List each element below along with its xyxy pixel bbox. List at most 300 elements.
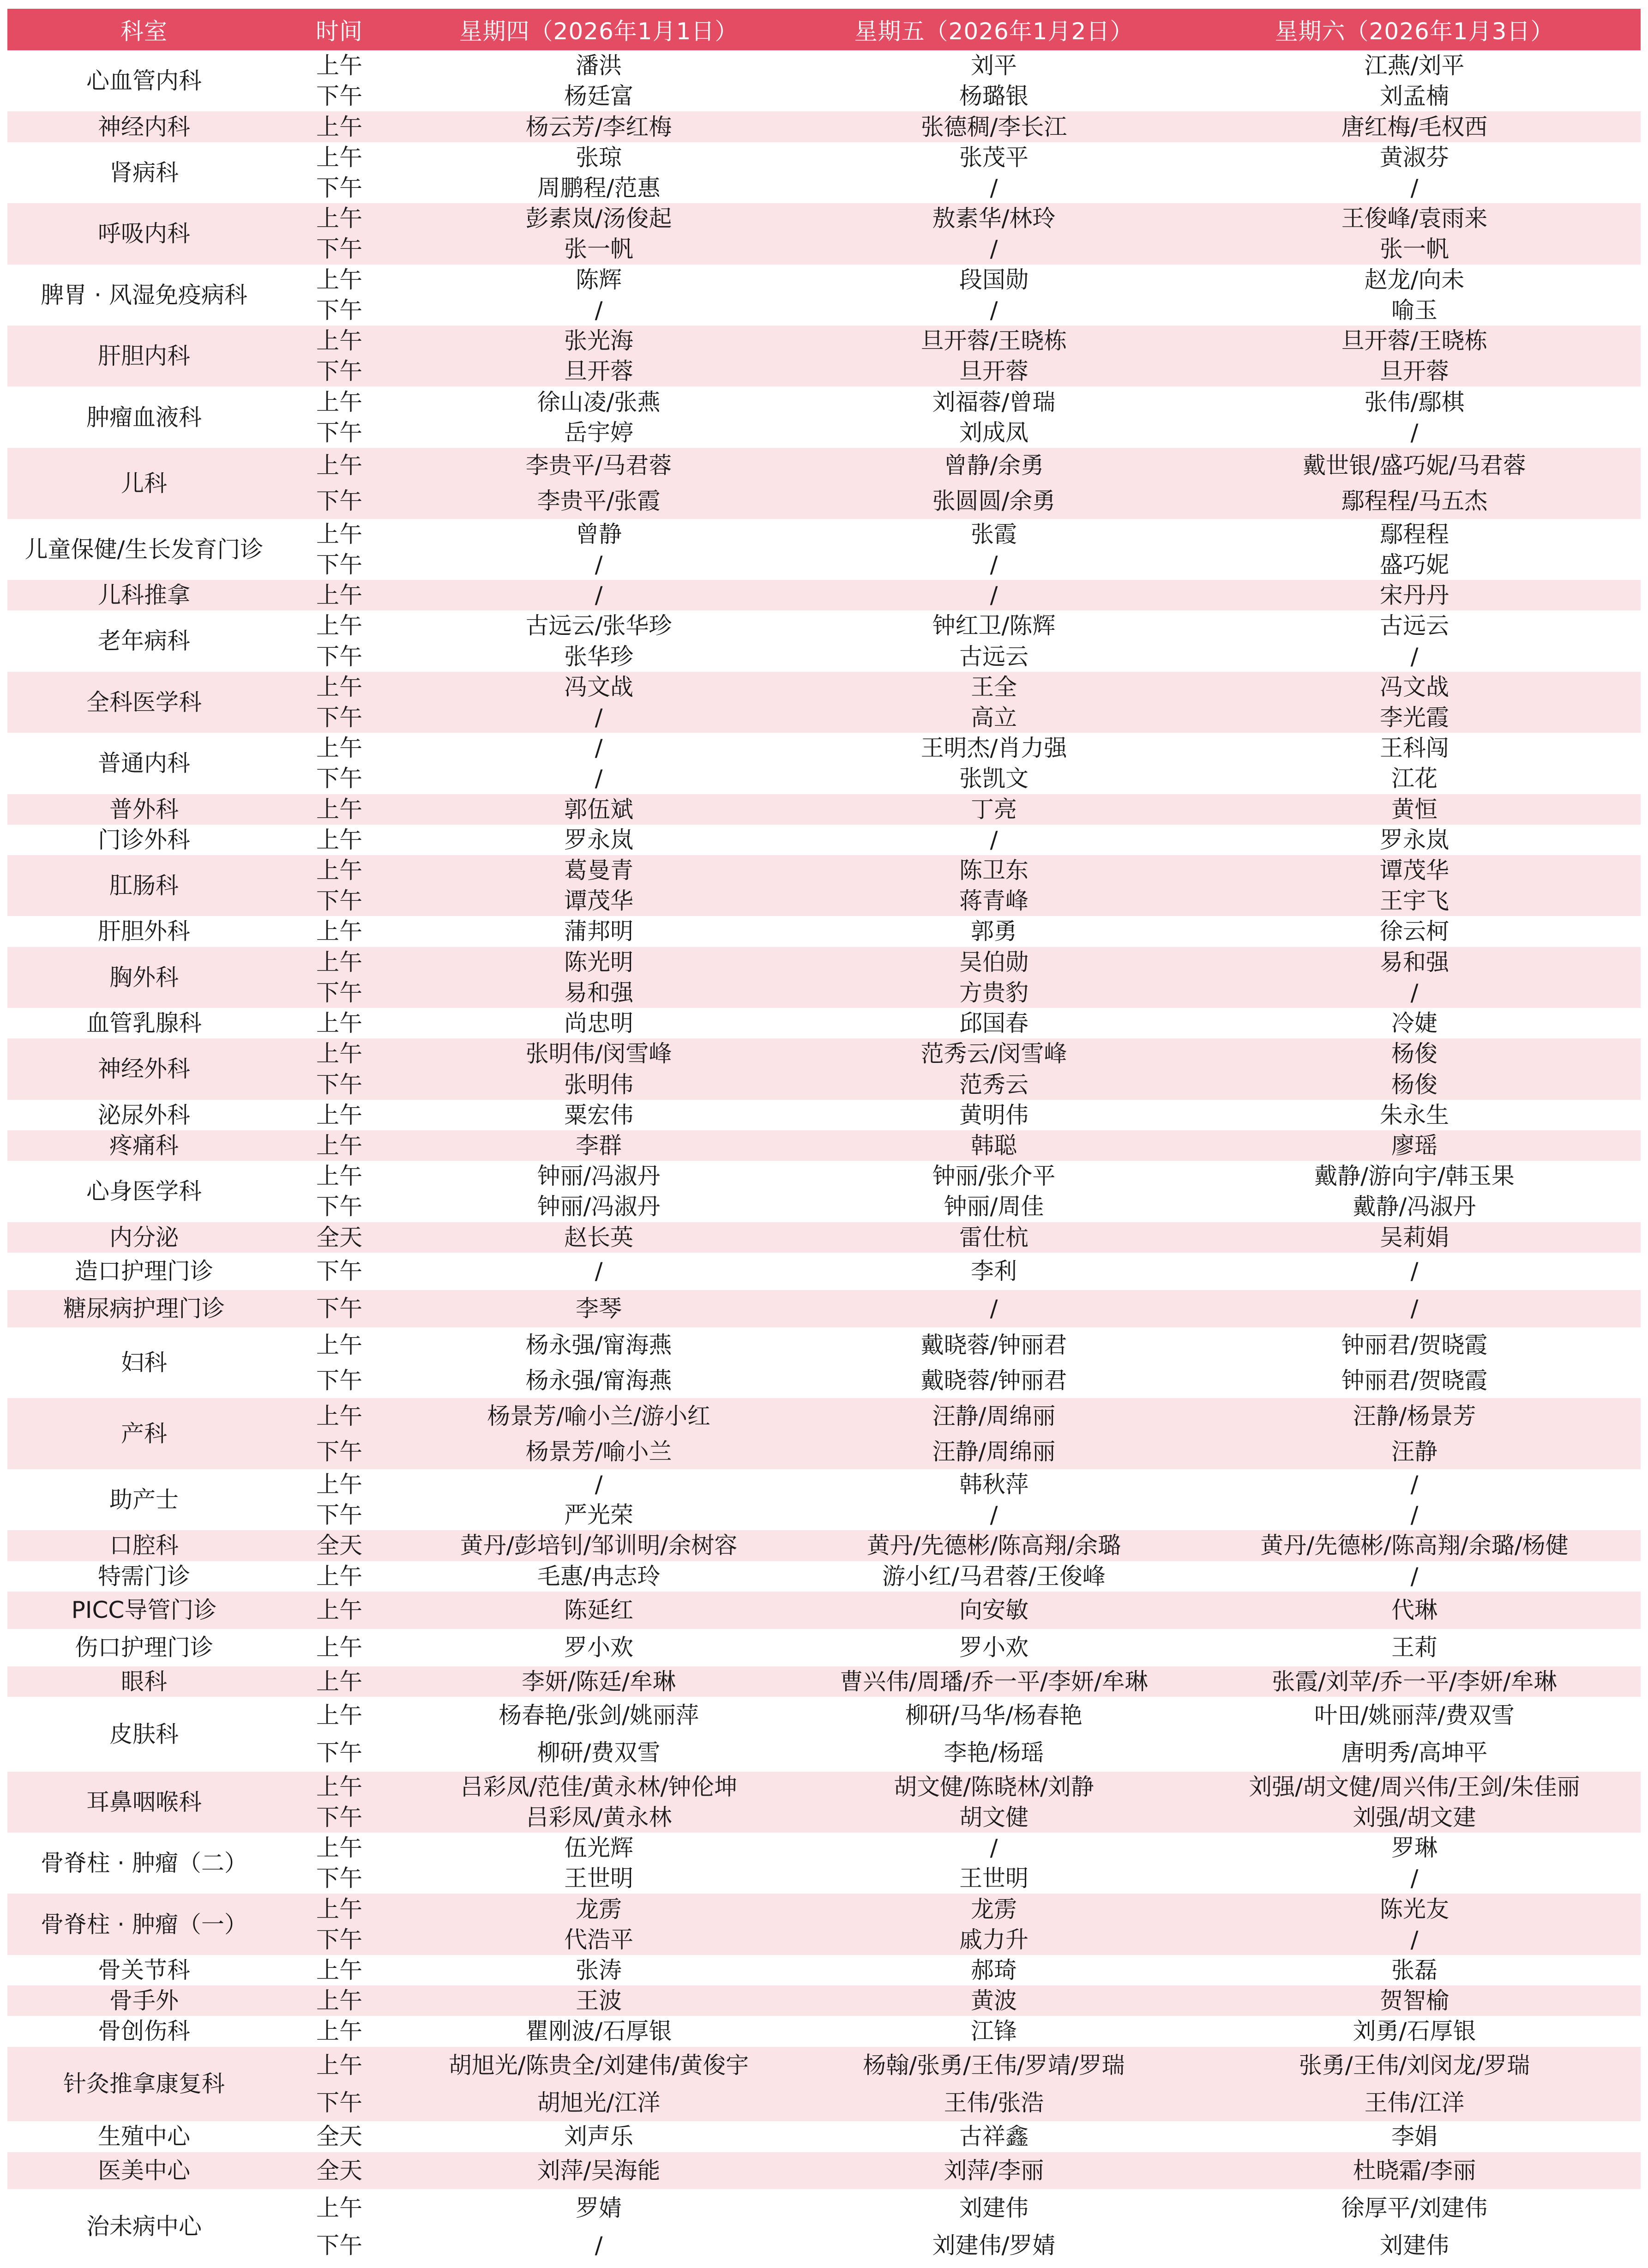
doctor-cell: 杨廷富	[564, 83, 633, 110]
doctor-cell: 葛曼青	[398, 855, 800, 886]
doctor-cell: 刘孟楠	[1380, 83, 1449, 110]
doctor-cell: 曾静/余勇	[800, 448, 1188, 483]
header-day-fri: 星期五（2026年1月2日）	[800, 9, 1188, 50]
session-time: 下午	[281, 1924, 398, 1955]
session-time: 上午	[316, 1163, 362, 1190]
doctor-cell: 旦开蓉	[800, 356, 1188, 386]
department-name: 针灸推拿康复科	[7, 2047, 281, 2122]
doctor-cell: 郭勇	[971, 918, 1017, 945]
doctor-cell: /	[1410, 419, 1419, 446]
table-row	[7, 1130, 1641, 1161]
doctor-cell: /	[595, 765, 603, 792]
doctor-cell: 王世明	[959, 1865, 1028, 1892]
doctor-cell: 宋丹丹	[1188, 580, 1641, 610]
doctor-cell: 李光霞	[1188, 702, 1641, 733]
session-time: 下午	[281, 356, 398, 386]
doctor-cell: 戴静/冯淑丹	[1353, 1193, 1476, 1220]
table-row	[7, 1222, 1641, 1253]
session-time: 上午	[316, 1471, 362, 1498]
table-row	[7, 1008, 1641, 1038]
doctor-cell: 张明伟/闵雪峰	[398, 1038, 800, 1069]
doctor-cell: 吕彩凤/黄永林	[398, 1802, 800, 1833]
header-time: 时间	[281, 9, 398, 50]
table-row	[7, 1038, 1641, 1069]
doctor-cell: 汪静/杨景芳	[1188, 1398, 1641, 1434]
session-time: 上午	[281, 580, 398, 610]
session-time: 上午	[281, 203, 398, 234]
table-row	[7, 1592, 1641, 1629]
doctor-cell: /	[1410, 1865, 1419, 1892]
department-name: 儿科推拿	[7, 580, 281, 610]
doctor-cell: /	[990, 551, 998, 578]
department-name: 肝胆内科	[7, 326, 281, 386]
doctor-cell: /	[1188, 1290, 1641, 1327]
table-row	[7, 2047, 1641, 2084]
doctor-cell: /	[595, 735, 603, 762]
session-time: 下午	[316, 1258, 362, 1285]
doctor-cell: 叶田/姚丽萍/费双雪	[1314, 1702, 1515, 1729]
doctor-cell: 汪静/周绵丽	[800, 1398, 1188, 1434]
doctor-cell: 刘声乐	[564, 2123, 633, 2150]
doctor-cell: 戚力升	[800, 1924, 1188, 1955]
doctor-cell: 戴晓蓉/钟丽君	[920, 1331, 1067, 1358]
table-row	[7, 1561, 1641, 1592]
doctor-cell: 徐山凌/张燕	[537, 388, 661, 416]
session-time: 上午	[281, 1666, 398, 1697]
doctor-cell: 朱永生	[1380, 1101, 1449, 1128]
doctor-cell: 古远云	[959, 643, 1028, 670]
department-name: 医美中心	[7, 2152, 281, 2190]
doctor-cell: 钟丽君/贺晓霞	[1341, 1367, 1488, 1394]
department-name: 儿童保健/生长发育门诊	[24, 536, 264, 563]
doctor-cell: 伍光辉	[564, 1834, 633, 1862]
doctor-cell: 刘福蓉/曾瑞	[932, 388, 1056, 416]
table-row	[7, 1253, 1641, 1290]
session-time: 上午	[281, 1772, 398, 1802]
doctor-cell: 张凯文	[959, 765, 1028, 792]
department-name: 特需门诊	[98, 1562, 190, 1590]
doctor-cell: 严光荣	[564, 1502, 633, 1529]
doctor-cell: 龙雳	[398, 1894, 800, 1924]
table-row	[7, 203, 1641, 234]
session-time: 上午	[316, 1331, 362, 1358]
session-time: 下午	[316, 1193, 362, 1220]
doctor-cell: 蒲邦明	[564, 918, 633, 945]
schedule-table	[7, 9, 1641, 2264]
doctor-cell: 易和强	[398, 977, 800, 1008]
department-name: 耳鼻咽喉科	[7, 1772, 281, 1833]
table-row	[7, 2121, 1641, 2152]
doctor-cell: 黄丹/彭培钊/邹训明/余树容	[398, 1530, 800, 1561]
doctor-cell: 张明伟	[398, 1069, 800, 1099]
session-time: 下午	[316, 1865, 362, 1892]
session-time: 上午	[316, 2194, 362, 2221]
doctor-cell: 李利	[971, 1258, 1017, 1285]
session-time: 上午	[316, 1101, 362, 1128]
doctor-cell: /	[1410, 643, 1419, 670]
doctor-cell: 王全	[800, 672, 1188, 702]
session-time: 上午	[316, 1834, 362, 1862]
table-row	[7, 1772, 1641, 1802]
department-name: PICC导管门诊	[7, 1592, 281, 1629]
department-name: 全科医学科	[7, 672, 281, 733]
doctor-cell: 郝琦	[971, 1957, 1017, 1984]
doctor-cell: 胡文健/陈晓林/刘静	[800, 1772, 1188, 1802]
department-name: 骨关节科	[98, 1957, 190, 1984]
session-time: 下午	[281, 1802, 398, 1833]
session-time: 上午	[281, 1130, 398, 1161]
session-time: 上午	[316, 1010, 362, 1037]
department-name: 骨手外	[7, 1985, 281, 2016]
doctor-cell: 罗永岚	[1380, 826, 1449, 853]
department-name: 门诊外科	[98, 826, 190, 853]
doctor-cell: 张伟/鄢棋	[1364, 388, 1465, 416]
department-name: 治未病中心	[86, 2213, 202, 2240]
table-row	[7, 2189, 1641, 2226]
doctor-cell: 钟丽君/贺晓霞	[1341, 1331, 1488, 1358]
doctor-cell: 刘成凤	[959, 419, 1028, 446]
table-row	[7, 1100, 1641, 1130]
department-name: 普外科	[7, 794, 281, 825]
doctor-cell: 罗琳	[1391, 1834, 1437, 1862]
doctor-cell: /	[595, 296, 603, 324]
doctor-cell: 古祥鑫	[959, 2123, 1028, 2150]
table-row	[7, 1327, 1641, 1363]
table-row	[7, 855, 1641, 886]
session-time: 下午	[281, 1434, 398, 1469]
doctor-cell: 古远云	[1380, 612, 1449, 639]
doctor-cell: /	[990, 826, 998, 853]
department-name: 骨脊柱 · 肿瘤（一）	[7, 1894, 281, 1954]
doctor-cell: 张涛	[576, 1957, 622, 1984]
doctor-cell: 刘强/胡文建	[1188, 1802, 1641, 1833]
doctor-cell: 戴世银/盛巧妮/马君蓉	[1188, 448, 1641, 483]
department-name: 心身医学科	[86, 1178, 202, 1205]
doctor-cell: 吴伯勋	[800, 947, 1188, 977]
session-time: 上午	[281, 672, 398, 702]
table-row	[7, 580, 1641, 610]
doctor-cell: /	[990, 1502, 998, 1529]
doctor-cell: 陈卫东	[800, 855, 1188, 886]
doctor-cell: /	[800, 580, 1188, 610]
doctor-cell: 敖素华/林玲	[800, 203, 1188, 234]
doctor-cell: 李娟	[1391, 2123, 1437, 2150]
department-name: 神经外科	[7, 1038, 281, 1099]
session-time: 下午	[316, 2232, 362, 2259]
doctor-cell: 钟丽/张介平	[932, 1163, 1056, 1190]
doctor-cell: 陈光友	[1188, 1894, 1641, 1924]
doctor-cell: 胡文健	[800, 1802, 1188, 1833]
doctor-cell: 尚忠明	[564, 1010, 633, 1037]
session-time: 上午	[281, 1985, 398, 2016]
doctor-cell: 旦开蓉	[1188, 356, 1641, 386]
doctor-cell: 毛惠/冉志玲	[537, 1562, 661, 1590]
doctor-cell: 李贵平/马君蓉	[398, 448, 800, 483]
doctor-cell: 江花	[1391, 765, 1437, 792]
table-row	[7, 1985, 1641, 2016]
table-row	[7, 672, 1641, 702]
doctor-cell: 代琳	[1188, 1592, 1641, 1629]
department-name: 骨脊柱 · 肿瘤（二）	[41, 1850, 247, 1877]
session-time: 下午	[281, 1290, 398, 1327]
table-row	[7, 111, 1641, 142]
doctor-cell: 高立	[800, 702, 1188, 733]
session-time: 下午	[281, 886, 398, 916]
header-dept: 科室	[7, 9, 281, 50]
doctor-cell: 刘勇/石厚银	[1353, 2018, 1476, 2045]
session-time: 下午	[316, 551, 362, 578]
doctor-cell: 李琴	[398, 1290, 800, 1327]
table-row	[7, 50, 1641, 81]
doctor-cell: 赵长英	[398, 1222, 800, 1253]
doctor-cell: 黄丹/先德彬/陈高翔/余璐/杨健	[1188, 1530, 1641, 1561]
department-name: 泌尿外科	[98, 1101, 190, 1128]
doctor-cell: 范秀云/闵雪峰	[800, 1038, 1188, 1069]
doctor-cell: 吕彩凤/范佳/黄永林/钟伦坤	[398, 1772, 800, 1802]
department-name: 眼科	[7, 1666, 281, 1697]
table-row	[7, 1161, 1641, 1191]
session-time: 上午	[316, 52, 362, 79]
table-row	[7, 386, 1641, 417]
doctor-cell: 杨翰/张勇/王伟/罗靖/罗瑞	[800, 2047, 1188, 2084]
session-time: 全天	[281, 1222, 398, 1253]
department-name: 心血管内科	[86, 67, 202, 95]
doctor-cell: 张一帆	[1188, 234, 1641, 264]
session-time: 上午	[281, 326, 398, 356]
session-time: 上午	[281, 855, 398, 886]
doctor-cell: 向安敏	[800, 1592, 1188, 1629]
doctor-cell: 丁亮	[800, 794, 1188, 825]
doctor-cell: /	[800, 1290, 1188, 1327]
department-name: 肝胆外科	[98, 918, 190, 945]
doctor-cell: 赵龙/向未	[1364, 266, 1465, 293]
doctor-cell: 刘建伟	[1380, 2232, 1449, 2259]
session-time: 上午	[316, 520, 362, 548]
doctor-cell: 易和强	[1188, 947, 1641, 977]
schedule-body	[7, 50, 1641, 2264]
doctor-cell: 陈光明	[398, 947, 800, 977]
doctor-cell: 李群	[398, 1130, 800, 1161]
doctor-cell: 徐云柯	[1380, 918, 1449, 945]
session-time: 下午	[316, 296, 362, 324]
session-time: 上午	[316, 1957, 362, 1984]
doctor-cell: 岳宇婷	[564, 419, 633, 446]
doctor-cell: 韩聪	[800, 1130, 1188, 1161]
doctor-cell: 唐明秀/高坤平	[1341, 1739, 1488, 1767]
doctor-cell: 粟宏伟	[564, 1101, 633, 1128]
session-time: 下午	[281, 483, 398, 519]
table-row	[7, 1955, 1641, 1985]
doctor-cell: /	[398, 702, 800, 733]
doctor-cell: 方贵豹	[800, 977, 1188, 1008]
session-time: 上午	[316, 388, 362, 416]
doctor-cell: 刘平	[971, 52, 1017, 79]
doctor-cell: /	[1410, 1471, 1419, 1498]
doctor-cell: 陈辉	[576, 266, 622, 293]
doctor-cell: 王波	[398, 1985, 800, 2016]
doctor-cell: 张磊	[1391, 1957, 1437, 1984]
header-row	[7, 9, 1641, 50]
doctor-cell: /	[398, 580, 800, 610]
department-name: 口腔科	[7, 1530, 281, 1561]
department-name: 老年病科	[98, 627, 190, 655]
doctor-cell: /	[595, 1471, 603, 1498]
department-name: 生殖中心	[98, 2123, 190, 2150]
doctor-cell: 戴静/游向宇/韩玉果	[1314, 1163, 1515, 1190]
session-time: 上午	[281, 1038, 398, 1069]
doctor-cell: 张霞/刘苹/乔一平/李妍/牟琳	[1188, 1666, 1641, 1697]
doctor-cell: 刘萍/李丽	[800, 2152, 1188, 2190]
doctor-cell: 徐厚平/刘建伟	[1341, 2194, 1488, 2221]
doctor-cell: /	[800, 234, 1188, 264]
session-time: 上午	[316, 266, 362, 293]
session-time: 下午	[281, 234, 398, 264]
doctor-cell: 江锋	[971, 2018, 1017, 2045]
session-time: 全天	[281, 2152, 398, 2190]
session-time: 下午	[281, 2084, 398, 2121]
doctor-cell: 江燕/刘平	[1364, 52, 1465, 79]
doctor-cell: 段国勋	[959, 266, 1028, 293]
session-time: 下午	[316, 1367, 362, 1394]
session-time: 下午	[316, 83, 362, 110]
doctor-cell: /	[595, 551, 603, 578]
doctor-cell: /	[1188, 1924, 1641, 1955]
doctor-cell: 谭茂华	[1188, 855, 1641, 886]
doctor-cell: 杨春艳/张剑/姚丽萍	[499, 1702, 699, 1729]
doctor-cell: 钟丽/冯淑丹	[537, 1193, 661, 1220]
doctor-cell: /	[1410, 1258, 1419, 1285]
department-name: 肾病科	[109, 159, 179, 186]
doctor-cell: 杨景芳/喻小兰/游小红	[398, 1398, 800, 1434]
doctor-cell: 张勇/王伟/刘闵龙/罗瑞	[1188, 2047, 1641, 2084]
department-name: 血管乳腺科	[86, 1010, 202, 1037]
department-name: 骨创伤科	[98, 2018, 190, 2045]
doctor-cell: 张光海	[398, 326, 800, 356]
session-time: 下午	[281, 1069, 398, 1099]
session-time: 下午	[281, 702, 398, 733]
doctor-cell: 彭素岚/汤俊起	[398, 203, 800, 234]
doctor-cell: /	[1410, 1562, 1419, 1590]
doctor-cell: 罗婧	[576, 2194, 622, 2221]
doctor-cell: 张一帆	[398, 234, 800, 264]
session-time: 上午	[316, 612, 362, 639]
doctor-cell: 王莉	[1391, 1634, 1437, 1661]
doctor-cell: 杨俊	[1188, 1069, 1641, 1099]
table-row	[7, 825, 1641, 855]
department-name: 肿瘤血液科	[86, 404, 202, 431]
session-time: 上午	[316, 826, 362, 853]
doctor-cell: 古远云/张华珍	[525, 612, 672, 639]
doctor-cell: 冯文战	[398, 672, 800, 702]
doctor-cell: 雷仕杭	[800, 1222, 1188, 1253]
doctor-cell: 王科闯	[1380, 735, 1449, 762]
table-row	[7, 916, 1641, 947]
doctor-cell: 鄢程程/马五杰	[1188, 483, 1641, 519]
doctor-cell: 柳研/马华/杨春艳	[905, 1702, 1083, 1729]
doctor-cell: 韩秋萍	[959, 1471, 1028, 1498]
session-time: 全天	[316, 2123, 362, 2150]
table-row	[7, 1666, 1641, 1697]
doctor-cell: 旦开蓉/王晓栋	[800, 326, 1188, 356]
doctor-cell: 刘强/胡文健/周兴伟/王剑/朱佳丽	[1188, 1772, 1641, 1802]
doctor-cell: 张圆圆/余勇	[800, 483, 1188, 519]
table-row	[7, 1629, 1641, 1666]
doctor-cell: 谭茂华	[398, 886, 800, 916]
doctor-cell: /	[1410, 174, 1419, 201]
table-row	[7, 326, 1641, 356]
table-row	[7, 2152, 1641, 2190]
table-row	[7, 142, 1641, 173]
session-time: 上午	[316, 1702, 362, 1729]
session-time: 下午	[316, 643, 362, 670]
doctor-cell: 杨景芳/喻小兰	[398, 1434, 800, 1469]
table-row	[7, 1833, 1641, 1863]
session-time: 下午	[316, 174, 362, 201]
doctor-cell: /	[990, 296, 998, 324]
doctor-cell: 周鹏程/范惠	[537, 174, 661, 201]
department-name: 助产士	[109, 1486, 179, 1514]
session-time: 下午	[316, 419, 362, 446]
session-time: 上午	[281, 947, 398, 977]
doctor-cell: 郭伍斌	[398, 794, 800, 825]
session-time: 上午	[281, 1894, 398, 1924]
doctor-cell: 张德稠/李长江	[800, 111, 1188, 142]
doctor-cell: /	[595, 2232, 603, 2259]
session-time: 下午	[316, 765, 362, 792]
department-name: 糖尿病护理门诊	[7, 1290, 281, 1327]
department-name: 皮肤科	[109, 1720, 179, 1748]
department-name: 脾胃 · 风湿免疫病科	[41, 281, 247, 308]
doctor-cell: 杨俊	[1188, 1038, 1641, 1069]
doctor-cell: 王伟/张浩	[800, 2084, 1188, 2121]
session-time: 下午	[281, 977, 398, 1008]
doctor-cell: 王俊峰/袁雨来	[1188, 203, 1641, 234]
department-name: 胸外科	[7, 947, 281, 1008]
doctor-cell: 鄢程程	[1380, 520, 1449, 548]
doctor-cell: /	[990, 1834, 998, 1862]
doctor-cell: 旦开蓉/王晓栋	[1188, 326, 1641, 356]
doctor-cell: 喻玉	[1391, 296, 1437, 324]
department-name: 造口护理门诊	[75, 1258, 213, 1285]
doctor-cell: 曹兴伟/周璠/乔一平/李妍/牟琳	[800, 1666, 1188, 1697]
doctor-cell: 邱国春	[959, 1010, 1028, 1037]
department-name: 儿科	[7, 448, 281, 519]
department-name: 内分泌	[7, 1222, 281, 1253]
table-row	[7, 519, 1641, 549]
session-time: 上午	[316, 144, 362, 171]
doctor-cell: 张琼	[576, 144, 622, 171]
doctor-cell: 罗小欢	[564, 1634, 633, 1661]
doctor-cell: 杨云芳/李红梅	[398, 111, 800, 142]
session-time: 上午	[316, 1634, 362, 1661]
session-time: 上午	[281, 448, 398, 483]
doctor-cell: 李艳/杨瑶	[944, 1739, 1044, 1767]
doctor-cell: 游小红/马君蓉/王俊峰	[882, 1562, 1106, 1590]
department-name: 肛肠科	[7, 855, 281, 916]
doctor-cell: 杨璐银	[959, 83, 1028, 110]
doctor-cell: 唐红梅/毛权西	[1188, 111, 1641, 142]
session-time: 上午	[316, 918, 362, 945]
doctor-cell: 王世明	[564, 1865, 633, 1892]
doctor-cell: 代浩平	[398, 1924, 800, 1955]
doctor-cell: 李妍/陈廷/牟琳	[398, 1666, 800, 1697]
doctor-cell: 黄恒	[1188, 794, 1641, 825]
session-time: 下午	[316, 1502, 362, 1529]
doctor-cell: 范秀云	[800, 1069, 1188, 1099]
doctor-cell: 黄波	[800, 1985, 1188, 2016]
table-row	[7, 1398, 1641, 1434]
session-time: 上午	[281, 2047, 398, 2084]
